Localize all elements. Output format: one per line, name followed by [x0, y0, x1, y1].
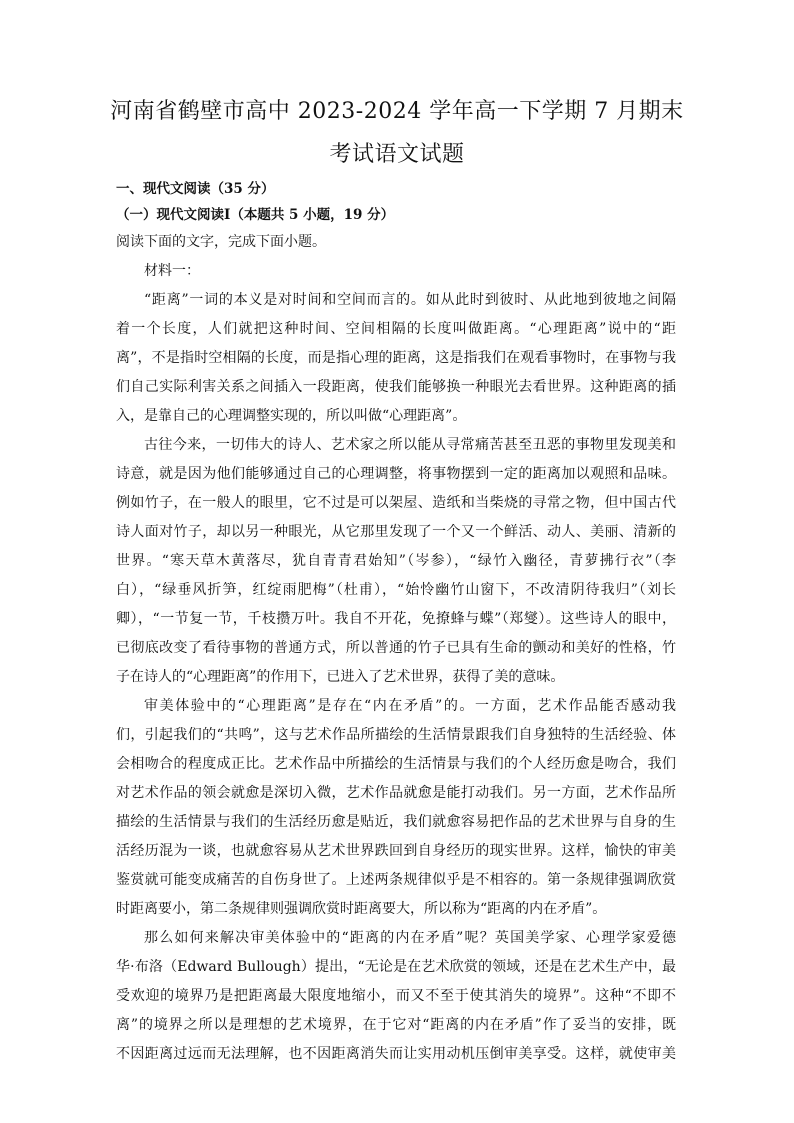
- text-line: 子在诗人的“心理距离”的作用下，已进入了艺术世界，获得了美的意味。: [116, 669, 565, 685]
- text-line: 卿），“一节复一节，千枝攒万叶。我自不开花，免撩蜂与蝶”（郑燮）。这些诗人的眼中，: [116, 611, 676, 627]
- text-line: 已彻底改变了看待事物的普通方式，所以普通的竹子已具有生命的颤动和美好的性格，竹: [116, 640, 676, 656]
- text-line: 受欢迎的境界乃是把距离最大限度地缩小，而又不至于使其消失的境界”。这种“不即不: [116, 988, 676, 1004]
- document-title-line-2: 考试语文试题: [329, 142, 465, 167]
- text-line: 入，是靠自己的心理调整实现的，所以叫做“心理距离”。: [116, 408, 467, 424]
- text-line: 描绘的生活情景与我们的生活经历愈是贴近，我们就愈容易把作品的艺术世界与自身的生: [116, 814, 676, 830]
- text-line: 离”，不是指时空相隔的长度，而是指心理的距离，这是指我们在观看事物时，在事物与我: [116, 350, 676, 366]
- paragraph: [116, 431, 676, 692]
- text-line: 会相吻合的程度成正比。艺术作品中所描绘的生活情景与我们的个人经历愈是吻合，我们: [116, 756, 676, 772]
- text-line: 古往今来，一切伟大的诗人、艺术家之所以能从寻常痛苦甚至丑恶的事物里发现美和: [144, 437, 676, 453]
- text-line: 对艺术作品的领会就愈是深切入微，艺术作品就愈是能打动我们。另一方面，艺术作品所: [116, 785, 676, 801]
- text-line: 时距离要小，第二条规律则强调欣赏时距离要大，所以称为“距离的内在矛盾”。: [116, 901, 607, 917]
- text-line: 世界。“寒天草木黄落尽，犹自青青君始知”（岑参），“绿竹入幽径，青萝拂行衣”（李: [116, 553, 676, 569]
- text-line: 白），“绿垂风折笋，红绽雨肥梅”（杜甫），“始怜幽竹山窗下，不改清阴待我归”（刘长: [116, 582, 676, 598]
- document-title-line-1: 河南省鹤壁市高中 2023-2024 学年高一下学期 7 月期末: [110, 99, 684, 124]
- text-line: 们自己实际利害关系之间插入一段距离，使我们能够换一种眼光去看世界。这种距离的插: [116, 379, 676, 395]
- paragraph: [116, 692, 676, 924]
- text-line: 们，引起我们的“共鸣”，这与艺术作品所描绘的生活情景跟我们自身独特的生活经验、体: [116, 727, 676, 743]
- paragraph: [116, 286, 676, 431]
- text-line: “距离”一词的本义是对时间和空间而言的。如从此时到彼时、从此地到彼地之间隔: [144, 292, 676, 308]
- text-line: 活经历混为一谈，也就愈容易从艺术世界跌回到自身经历的现实世界。这样，愉快的审美: [116, 843, 676, 859]
- text-line: 鉴赏就可能变成痛苦的自伤身世了。上述两条规律似乎是不相容的。第一条规律强调欣赏: [116, 872, 676, 888]
- document-body: [116, 176, 676, 1069]
- text-line: 诗人面对竹子，却以另一种眼光，从它那里发现了一个又一个鲜活、动人、美丽、清新的: [116, 524, 676, 540]
- text-line: 离”的境界之所以是理想的艺术境界，在于它对“距离的内在矛盾”作了妥当的安排，既: [116, 1017, 676, 1033]
- text-line: 华·布洛（Edward Bullough）提出，“无论是在艺术欣赏的领域，还是在艺术生产中，最: [116, 959, 676, 975]
- section-subheading: （一）现代文阅读Ⅰ（本题共 5 小题，19 分）: [116, 207, 395, 223]
- text-line: 那么如何来解决审美体验中的“距离的内在矛盾”呢？英国美学家、心理学家爱德: [144, 930, 676, 946]
- text-line: 不因距离过远而无法理解，也不因距离消失而让实用动机压倒审美享受。这样，就使审美: [116, 1046, 676, 1062]
- text-line: 审美体验中的“心理距离”是存在“内在矛盾”的。一方面，艺术作品能否感动我: [144, 698, 676, 714]
- instruction-text: 阅读下面的文字，完成下面小题。: [116, 234, 326, 250]
- paragraph: [116, 924, 676, 1069]
- material-label: 材料一：: [144, 263, 200, 279]
- section-heading: 一、现代文阅读（35 分）: [116, 181, 275, 197]
- text-line: 例如竹子，在一般人的眼里，它不过是可以架屋、造纸和当柴烧的寻常之物，但中国古代: [116, 495, 676, 511]
- text-line: 诗意，就是因为他们能够通过自己的心理调整，将事物摆到一定的距离加以观照和品味。: [116, 466, 676, 482]
- text-line: 着一个长度，人们就把这种时间、空间相隔的长度叫做距离。“心理距离”说中的“距: [116, 321, 676, 337]
